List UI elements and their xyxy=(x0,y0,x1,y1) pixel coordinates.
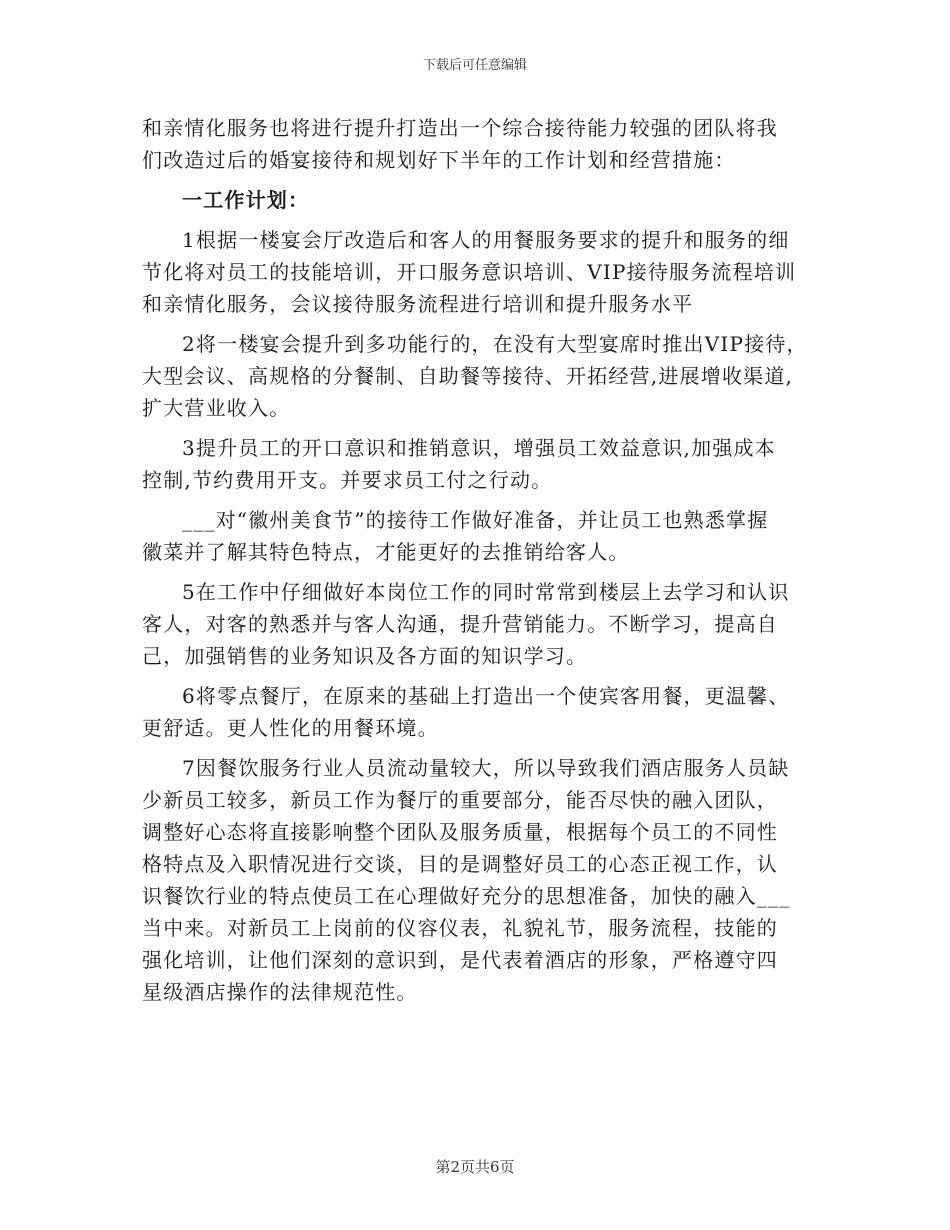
text-line: 客人，对客的熟悉并与客人沟通，提升营销能力。不断学习，提高自 xyxy=(142,612,778,636)
paragraph-start: 1根据一楼宴会厅改造后和客人的用餐服务要求的提升和服务的细 xyxy=(182,228,790,252)
text-line: 当中来。对新员工上岗前的仪容仪表，礼貌礼节，服务流程，技能的 xyxy=(142,916,778,940)
text-line: 少新员工较多，新员工作为餐厅的重要部分，能否尽快的融入团队， xyxy=(142,788,778,812)
text-line: 控制,节约费用开支。并要求员工付之行动。 xyxy=(142,468,553,492)
text-line: 和亲情化服务也将进行提升打造出一个综合接待能力较强的团队将我 xyxy=(142,116,778,140)
text-line: 们改造过后的婚宴接待和规划好下半年的工作计划和经营措施： xyxy=(142,148,736,172)
section-heading: 一工作计划： xyxy=(182,188,310,212)
paragraph-start: ___对“徽州美食节”的接待工作做好准备，并让员工也熟悉掌握 xyxy=(182,508,769,532)
paragraph-start: 3提升员工的开口意识和推销意识，增强员工效益意识,加强成本 xyxy=(182,436,776,460)
text-line: 格特点及入职情况进行交谈，目的是调整好员工的心态正视工作，认 xyxy=(142,852,778,876)
page-footer: 第2页共6页 xyxy=(435,1158,515,1176)
paragraph-start: 5在工作中仔细做好本岗位工作的同时常常到楼层上去学习和认识 xyxy=(182,580,790,604)
paragraph-start: 6将零点餐厅，在原来的基础上打造出一个使宾客用餐，更温馨、 xyxy=(182,684,790,708)
text-line: 大型会议、高规格的分餐制、自助餐等接待、开拓经营,进展增收渠道, xyxy=(142,364,794,388)
text-line: 徽菜并了解其特色特点，才能更好的去推销给客人。 xyxy=(142,540,630,564)
paragraph-start: 7因餐饮服务行业人员流动量较大，所以导致我们酒店服务人员缺 xyxy=(182,756,790,780)
text-line: 识餐饮行业的特点使员工在心理做好充分的思想准备，加快的融入___ xyxy=(142,884,791,908)
text-line: 扩大营业收入。 xyxy=(142,396,291,420)
document-body xyxy=(142,112,822,1008)
text-line: 更舒适。更人性化的用餐环境。 xyxy=(142,716,439,740)
page-header: 下载后可任意编辑 xyxy=(422,58,527,73)
text-line: 节化将对员工的技能培训，开口服务意识培训、VIP接待服务流程培训 xyxy=(142,260,797,284)
text-line: 调整好心态将直接影响整个团队及服务质量，根据每个员工的不同性 xyxy=(142,820,778,844)
paragraph-start: 2将一楼宴会提升到多功能行的，在没有大型宴席时推出VIP接待， xyxy=(182,332,808,356)
text-line: 己，加强销售的业务知识及各方面的知识学习。 xyxy=(142,644,588,668)
text-line: 和亲情化服务，会议接待服务流程进行培训和提升服务水平 xyxy=(142,292,694,316)
text-line: 强化培训，让他们深刻的意识到，是代表着酒店的形象，严格遵守四 xyxy=(142,948,778,972)
text-line: 星级酒店操作的法律规范性。 xyxy=(142,980,418,1004)
